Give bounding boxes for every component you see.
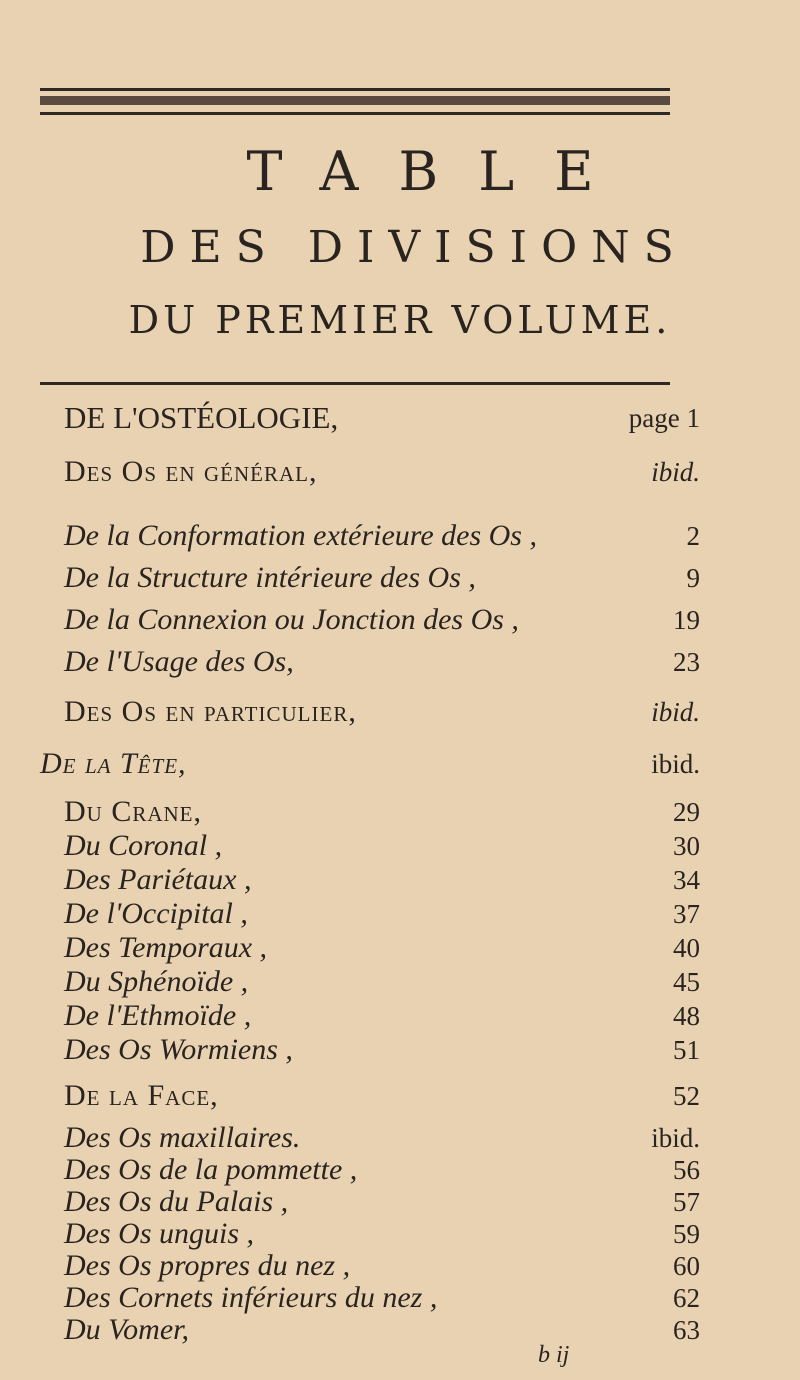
page-osteologie: page 1 xyxy=(628,403,700,433)
signature-mark: b ij xyxy=(538,1342,570,1368)
entry-maxillaires: Des Os maxillaires. xyxy=(64,1121,301,1154)
page-structure: 9 xyxy=(686,563,700,593)
entry-os-en-particulier: Des Os en particulier, xyxy=(64,695,357,728)
page-os-en-general: ibid. xyxy=(651,457,700,487)
page-parietaux: 34 xyxy=(673,865,700,895)
entry-propres-du-nez: Des Os propres du nez , xyxy=(64,1249,351,1282)
page-pommette: 56 xyxy=(673,1155,700,1185)
entry-palais: Des Os du Palais , xyxy=(64,1185,289,1218)
entry-os-en-general: Des Os en général, xyxy=(64,455,318,488)
page-tete: ibid. xyxy=(651,749,700,779)
title-volume: DU PREMIER VOLUME. xyxy=(128,298,672,342)
top-rule-thin xyxy=(40,88,670,91)
entry-sphenoide: Du Sphénoïde , xyxy=(64,965,249,998)
page-face: 52 xyxy=(673,1081,700,1111)
entry-cornets: Des Cornets inférieurs du nez , xyxy=(64,1281,438,1314)
entry-osteologie: DE L'OSTÉOLOGIE, xyxy=(64,400,339,435)
entry-face: De la Face, xyxy=(64,1079,219,1112)
entry-parietaux: Des Pariétaux , xyxy=(64,863,252,896)
entry-structure: De la Structure intérieure des Os , xyxy=(64,561,476,594)
top-rule-bottom xyxy=(40,112,670,115)
entry-ethmoide: De l'Ethmoïde , xyxy=(64,999,252,1032)
page-conformation: 2 xyxy=(686,521,700,551)
page-crane: 29 xyxy=(673,797,700,827)
entry-pommette: Des Os de la pommette , xyxy=(64,1153,358,1186)
entry-usage: De l'Usage des Os, xyxy=(64,645,294,678)
entry-conformation: De la Conformation extérieure des Os , xyxy=(64,519,537,552)
page-cornets: 62 xyxy=(673,1283,700,1313)
entry-unguis: Des Os unguis , xyxy=(64,1217,255,1250)
top-rule-thick xyxy=(40,96,670,105)
page-usage: 23 xyxy=(673,647,700,677)
page-connexion: 19 xyxy=(673,605,700,635)
page-vomer: 63 xyxy=(673,1315,700,1345)
page-coronal: 30 xyxy=(673,831,700,861)
entry-crane: Du Crane, xyxy=(64,795,203,828)
entry-wormiens: Des Os Wormiens , xyxy=(64,1033,293,1066)
page-wormiens: 51 xyxy=(673,1035,700,1065)
entry-vomer: Du Vomer, xyxy=(64,1313,189,1346)
page-os-en-particulier: ibid. xyxy=(651,697,700,727)
page-occipital: 37 xyxy=(673,899,700,929)
entry-coronal: Du Coronal , xyxy=(64,829,223,862)
page-palais: 57 xyxy=(673,1187,700,1217)
middle-rule xyxy=(40,382,670,385)
page-maxillaires: ibid. xyxy=(651,1123,700,1153)
page-unguis: 59 xyxy=(673,1219,700,1249)
entry-occipital: De l'Occipital , xyxy=(64,897,248,930)
entry-tete: De la Tête, xyxy=(40,747,187,780)
page-sphenoide: 45 xyxy=(673,967,700,997)
entry-connexion: De la Connexion ou Jonction des Os , xyxy=(64,603,519,636)
entry-temporaux: Des Temporaux , xyxy=(64,931,268,964)
page-temporaux: 40 xyxy=(673,933,700,963)
page-ethmoide: 48 xyxy=(673,1001,700,1031)
title-table: TABLE xyxy=(246,140,634,203)
page-propres-du-nez: 60 xyxy=(673,1251,700,1281)
title-divisions: DES DIVISIONS xyxy=(140,222,688,273)
